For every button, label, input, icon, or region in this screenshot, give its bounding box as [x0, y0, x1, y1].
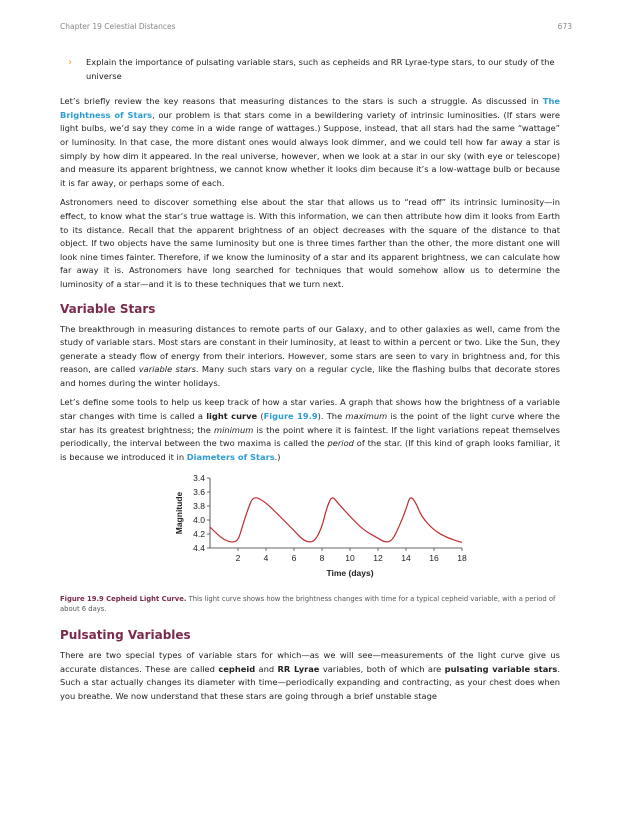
x-tick-label: 10	[345, 553, 355, 564]
light-curve-line	[210, 498, 462, 543]
term: RR Lyrae	[277, 663, 320, 674]
text: is the point of the light curve where the star has its greatest brightness; the	[60, 411, 561, 435]
x-tick-label: 12	[373, 553, 383, 564]
y-axis-label: Magnitude	[174, 492, 184, 535]
term: pulsating variable stars	[444, 663, 558, 674]
text: . Such a star actually changes its diameter with time—periodically expanding and contracting, as your chest does when you breathe. We now understand that these stars are going through a brief unstable stage	[60, 663, 560, 701]
paragraph-3	[60, 323, 560, 391]
figure-19-9-link[interactable]: Figure 19.9	[263, 411, 318, 422]
text: ). The	[317, 411, 346, 422]
x-tick-label: 4	[263, 553, 269, 564]
x-tick-label: 18	[457, 553, 467, 564]
chapter-title: Chapter 19 Celestial Distances	[60, 22, 176, 31]
x-axis-label: Time (days)	[326, 568, 374, 579]
figure-caption	[60, 595, 560, 614]
page-content	[60, 56, 560, 709]
text: There are two special types of variable stars for which—as we will see—measurements of the light curve give us accurate distances. These are called	[60, 650, 560, 674]
page-header	[60, 22, 572, 36]
emphasis: period	[327, 438, 354, 449]
page-number: 673	[557, 22, 572, 31]
text: The breakthrough in measuring distances to remote parts of our Galaxy, and to other galaxies as well, came from the study of variable stars. Most stars are constant in their luminosity, at least to within a percent or two. Like the Sun, they generate a steady flow of energy from their interiors. However, some stars are seen to vary in brightness and, for this reason, are called	[60, 323, 560, 375]
learning-objective	[60, 56, 560, 83]
term: cepheid	[218, 663, 256, 674]
emphasis: minimum	[213, 424, 254, 435]
y-tick-label: 4.4	[193, 543, 205, 554]
paragraph-2: Astronomers need to discover something else about the star that allows us to “read off” its intrinsic luminosity—in effect, to know what the star’s true wattage is. With this information, we can then attribute how dim it looks from Earth to its distance. Recall that the apparent brightness of an object decreases with the square of the distance to that object. If two objects have the same luminosity but one is three times farther than the other, the more distant one will look nine times fainter. Therefore, if we know the luminosity of a star and its apparent brightness, we can calculate how far away it is. Astronomers have long searched for techniques that would somehow allow us to determine the luminosity of a star—and it is to these techniques that we turn next.	[60, 197, 560, 289]
x-tick-label: 16	[429, 553, 439, 564]
emphasis: maximum	[345, 411, 388, 422]
y-tick-label: 3.8	[193, 501, 205, 512]
text: , our problem is that stars come in a bewildering variety of intrinsic luminosities. (If stars were light bulbs, we’d say they come in a wide range of wattages.) Suppose, instead, that all stars had the same “wattage” or luminosity. In that case, the more distant ones would always look dimmer, and we could tell how far away a star is simply by how dim it appeared. In the real universe, however, when we look at a star in our sky (with eye or telescope) and measure its apparent brightness, we cannot know whether it looks dim because it’s a low-wattage bulb or because it is far away, or perhaps some of each.	[60, 109, 560, 188]
text: of the star. (If this kind of graph looks familiar, it is because we introduced it in	[60, 438, 560, 462]
light-curve-chart	[60, 472, 560, 582]
caption-label: Figure 19.9 Cepheid Light Curve.	[60, 595, 187, 604]
y-tick-label: 4.0	[193, 515, 205, 526]
section-heading-pulsating-variables: Pulsating Variables	[60, 628, 191, 643]
term: light curve	[206, 411, 258, 422]
y-tick-label: 3.4	[193, 473, 205, 484]
y-tick-label: 4.2	[193, 529, 205, 540]
x-tick-label: 6	[291, 553, 297, 564]
y-tick-label: 3.6	[193, 487, 205, 498]
text: Let’s briefly review the key reasons that measuring distances to the stars is such a struggle. As discussed in	[60, 96, 543, 107]
text: and	[255, 663, 278, 674]
paragraph-4	[60, 396, 560, 464]
paragraph-5	[60, 649, 560, 703]
text: .)	[274, 451, 281, 462]
paragraph-1	[60, 95, 560, 190]
text: variables, both of which are	[319, 663, 445, 674]
text: is the point where it is faintest. If the light variations repeat themselves periodically, the interval between the two maxima is called the	[60, 424, 560, 449]
section-heading-variable-stars: Variable Stars	[60, 301, 156, 316]
x-tick-label: 14	[401, 553, 411, 564]
x-tick-label: 8	[319, 553, 325, 564]
brightness-of-stars-link[interactable]: The Brightness of Stars	[60, 96, 560, 120]
objective-text: Explain the importance of pulsating variable stars, such as cepheids and RR Lyrae-type stars, to our study of the universe	[86, 57, 555, 81]
chevron-right-icon: ›	[68, 57, 72, 68]
text: . Many such stars vary on a regular cycle, like the flashing bulbs that decorate stores and homes during the winter holidays.	[60, 364, 560, 388]
x-tick-label: 2	[235, 553, 241, 564]
diameters-of-stars-link[interactable]: Diameters of Stars	[186, 451, 275, 462]
text: Let’s define some tools to help us keep track of how a star varies. A graph that shows how the brightness of a variable star changes with time is called a	[60, 397, 560, 422]
caption-text: This light curve shows how the brightness changes with time for a typical cepheid variable, with a period of about 6 days.	[60, 595, 556, 613]
emphasis: variable stars	[138, 364, 196, 375]
text: (	[257, 411, 264, 422]
